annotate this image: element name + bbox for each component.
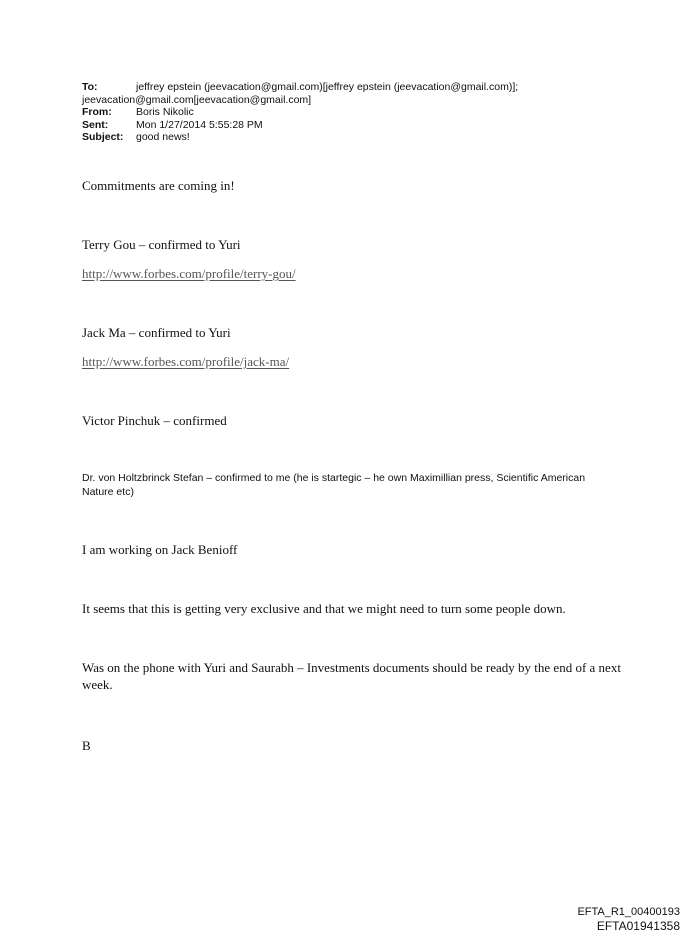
exclusive-paragraph: It seems that this is getting very exclusive and that we might need to turn some people down.: [82, 601, 566, 616]
bates-number-efta: EFTA01941358: [596, 919, 680, 933]
from-value: Boris Nikolic: [136, 106, 194, 118]
commitment-jack-ma: Jack Ma – confirmed to Yuri: [82, 325, 231, 340]
forbes-link-jack-ma[interactable]: http://www.forbes.com/profile/jack-ma/: [82, 354, 290, 369]
subject-row: [82, 131, 642, 144]
from-row: [82, 106, 642, 119]
sent-value: Mon 1/27/2014 5:55:28 PM: [136, 118, 263, 131]
working-on-benioff: I am working on Jack Benioff: [82, 542, 238, 557]
to-row: [82, 81, 642, 94]
commitment-victor-pinchuk: Victor Pinchuk – confirmed: [82, 413, 227, 428]
subject-value: good news!: [136, 131, 190, 143]
sent-label: Sent:: [82, 118, 109, 131]
to-label: To:: [82, 81, 98, 93]
to-continuation: jeevacation@gmail.com[jeevacation@gmail.com]: [82, 93, 312, 106]
commitment-von-holtzbrinck: Dr. von Holtzbrinck Stefan – confirmed to me (he is startegic – he own Maximillian press, Scientific American Nature etc): [82, 472, 586, 498]
email-header: [82, 81, 642, 144]
sent-row: [82, 119, 642, 132]
signoff: B: [82, 738, 91, 753]
bates-number-r1: EFTA_R1_00400193: [577, 906, 680, 918]
investment-documents-paragraph: Was on the phone with Yuri and Saurabh – Investments documents should be ready by the end of a next week.: [82, 660, 621, 692]
forbes-link-terry-gou[interactable]: http://www.forbes.com/profile/terry-gou/: [82, 266, 296, 281]
intro-text: Commitments are coming in!: [82, 178, 235, 193]
commitment-terry-gou: Terry Gou – confirmed to Yuri: [82, 237, 241, 252]
to-value: jeffrey epstein (jeevacation@gmail.com)[jeffrey epstein (jeevacation@gmail.com)];: [136, 81, 519, 93]
from-label: From:: [82, 106, 112, 118]
subject-label: Subject:: [82, 131, 124, 143]
